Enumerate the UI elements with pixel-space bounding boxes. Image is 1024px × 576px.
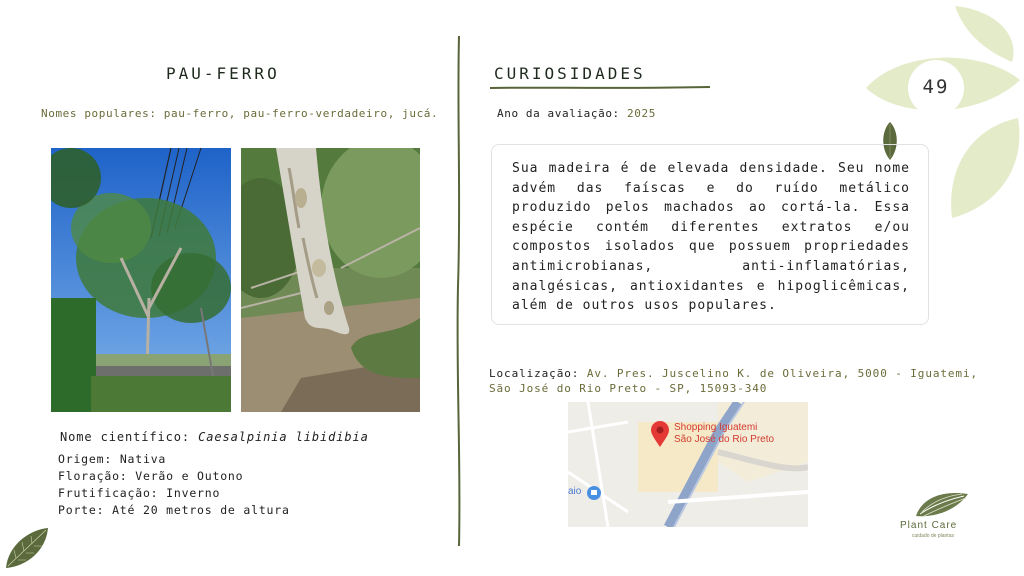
- map-partial-label: aio: [568, 486, 582, 497]
- scientific-name-label: Nome científico:: [60, 430, 190, 444]
- location-address: Av. Pres. Juscelino K. de Oliveira, 5000 - Iguatemi, São José do Rio Preto - SP, 15093-340: [489, 367, 978, 395]
- curiosities-title: CURIOSIDADES: [494, 64, 646, 83]
- evaluation-year: [497, 107, 656, 120]
- tree-photo: [51, 148, 231, 412]
- plant-facts: [58, 451, 290, 519]
- evaluation-year-value: 2025: [627, 107, 656, 120]
- location-map[interactable]: [568, 402, 808, 527]
- fact-size: Porte: Até 20 metros de altura: [58, 503, 290, 517]
- curiosities-box: [491, 144, 929, 325]
- evaluation-year-label: Ano da avaliação:: [497, 107, 620, 120]
- location-label: Localização:: [489, 367, 580, 380]
- page-title: PAU-FERRO: [166, 64, 280, 83]
- fact-flowering: Floração: Verão e Outono: [58, 469, 244, 483]
- map-pin-label: Shopping Iguatemi São José do Rio Preto: [674, 422, 775, 445]
- popular-names-label: Nomes populares:: [41, 107, 157, 120]
- popular-names: [41, 107, 438, 120]
- fact-fruiting: Frutificação: Inverno: [58, 486, 221, 500]
- map-pin-icon[interactable]: [650, 420, 670, 448]
- fact-origin: Origem: Nativa: [58, 452, 167, 466]
- brand-tagline: cuidado de plantas: [912, 533, 954, 539]
- title-underline: [490, 84, 712, 92]
- curiosities-text: Sua madeira é de elevada densidade. Seu nome advém das faíscas e do ruído metálico produzido pelos machados ao cortá-la. Essa espécie contém diferentes extratos e/ou compostos isolados que possuem propriedades antimicrobianas, anti-inflamatórias, analgésicas, antioxidantes e hipoglicêmicas, além de outros usos populares.: [512, 161, 910, 314]
- scientific-name-line: [60, 430, 369, 444]
- brand-logo-icon: [912, 488, 970, 520]
- scientific-name: Caesalpinia libidibia: [198, 430, 369, 444]
- vertical-divider: [454, 36, 464, 546]
- trunk-photo: [241, 148, 420, 412]
- brand-name: Plant Care: [900, 520, 958, 531]
- leaf-icon: [2, 526, 52, 572]
- page-number: 49: [922, 76, 950, 98]
- location: [489, 366, 979, 396]
- popular-names-value: pau-ferro, pau-ferro-verdadeiro, jucá.: [163, 107, 439, 120]
